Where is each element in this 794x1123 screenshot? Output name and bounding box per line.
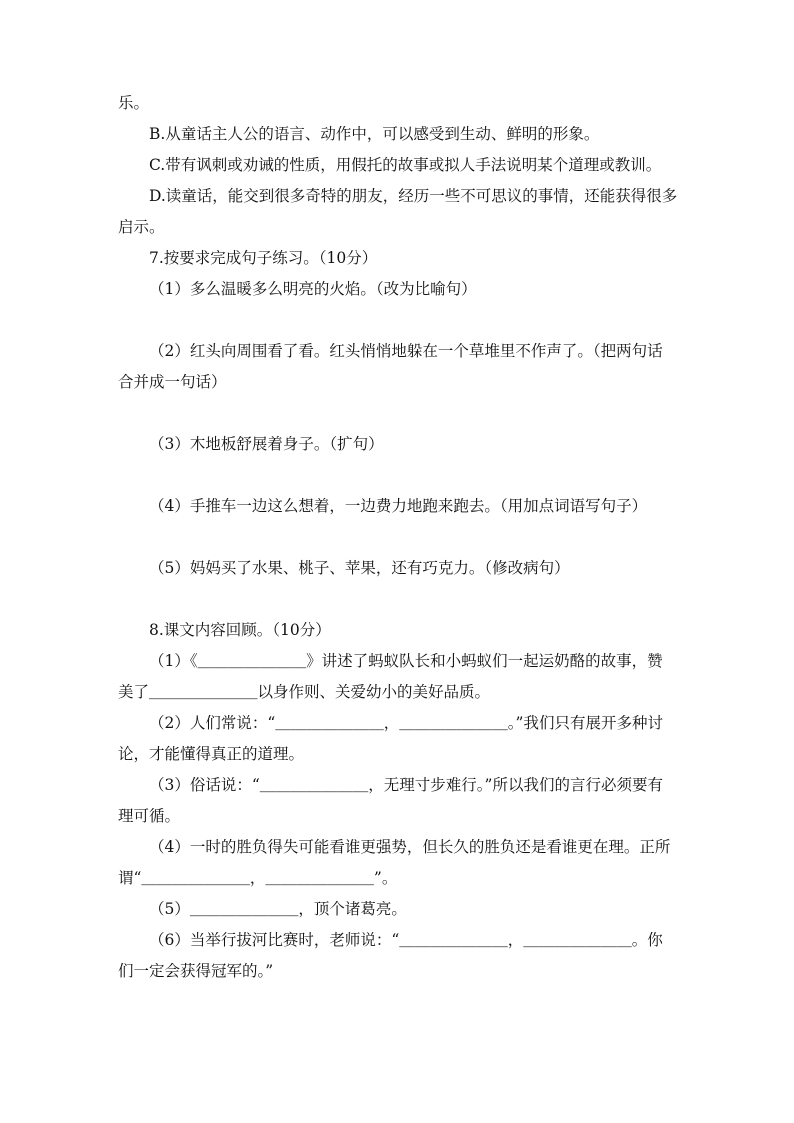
answer-space — [118, 305, 678, 336]
question-8-item-5: （5）＿＿＿＿＿＿＿，顶个诸葛亮。 — [149, 900, 407, 918]
page-content — [118, 88, 678, 987]
answer-space — [118, 522, 678, 553]
question-8-title: 8.课文内容回顾。（10分） — [149, 621, 331, 639]
option-b: B.从童话主人公的语言、动作中，可以感受到生动、鲜明的形象。 — [149, 125, 600, 143]
answer-space — [118, 398, 678, 429]
question-8-item-2: （2）人们常说：“＿＿＿＿＿＿＿，＿＿＿＿＿＿＿。”我们只有展开多种讨论，才能懂得真正的道理。 — [118, 714, 663, 763]
option-d: D.读童话，能交到很多奇特的朋友，经历一些不可思议的事情，还能获得很多启示。 — [118, 187, 678, 236]
question-7-item-2: （2）红头向周围看了看。红头悄悄地躲在一个草堆里不作声了。（把两句话合并成一句话） — [118, 342, 663, 391]
question-8-item-4: （4）一时的胜负得失可能看谁更强势，但长久的胜负还是看谁更在理。正所谓“＿＿＿＿＿＿＿，＿＿＿＿＿＿＿”。 — [118, 838, 671, 887]
question-8-item-3: （3）俗话说：“＿＿＿＿＿＿＿，无理寸步难行。”所以我们的言行必须要有理可循。 — [118, 776, 663, 825]
question-7-item-3: （3）木地板舒展着身子。（扩句） — [149, 435, 384, 453]
option-c: C.带有讽刺或劝诫的性质，用假托的故事或拟人手法说明某个道理或教训。 — [149, 156, 662, 174]
question-7-item-4: （4）手推车一边这么想着，一边费力地跑来跑去。（用加点词语写句子） — [149, 497, 648, 515]
question-8-item-6: （6）当举行拔河比赛时，老师说：“＿＿＿＿＿＿＿，＿＿＿＿＿＿＿。你们一定会获得冠军的。” — [118, 931, 663, 980]
question-8-item-1: （1）《＿＿＿＿＿＿＿》讲述了蚂蚁队长和小蚂蚁们一起运奶酪的故事，赞美了＿＿＿＿＿＿＿以身作则、关爱幼小的美好品质。 — [118, 652, 663, 701]
answer-space — [118, 460, 678, 491]
answer-space — [118, 584, 678, 615]
option-a-continuation: 乐。 — [118, 94, 150, 112]
question-7-item-5: （5）妈妈买了水果、桃子、苹果，还有巧克力。（修改病句） — [149, 559, 570, 577]
question-7-title: 7.按要求完成句子练习。（10分） — [149, 249, 378, 267]
question-7-item-1: （1）多么温暖多么明亮的火焰。（改为比喻句） — [149, 280, 477, 298]
